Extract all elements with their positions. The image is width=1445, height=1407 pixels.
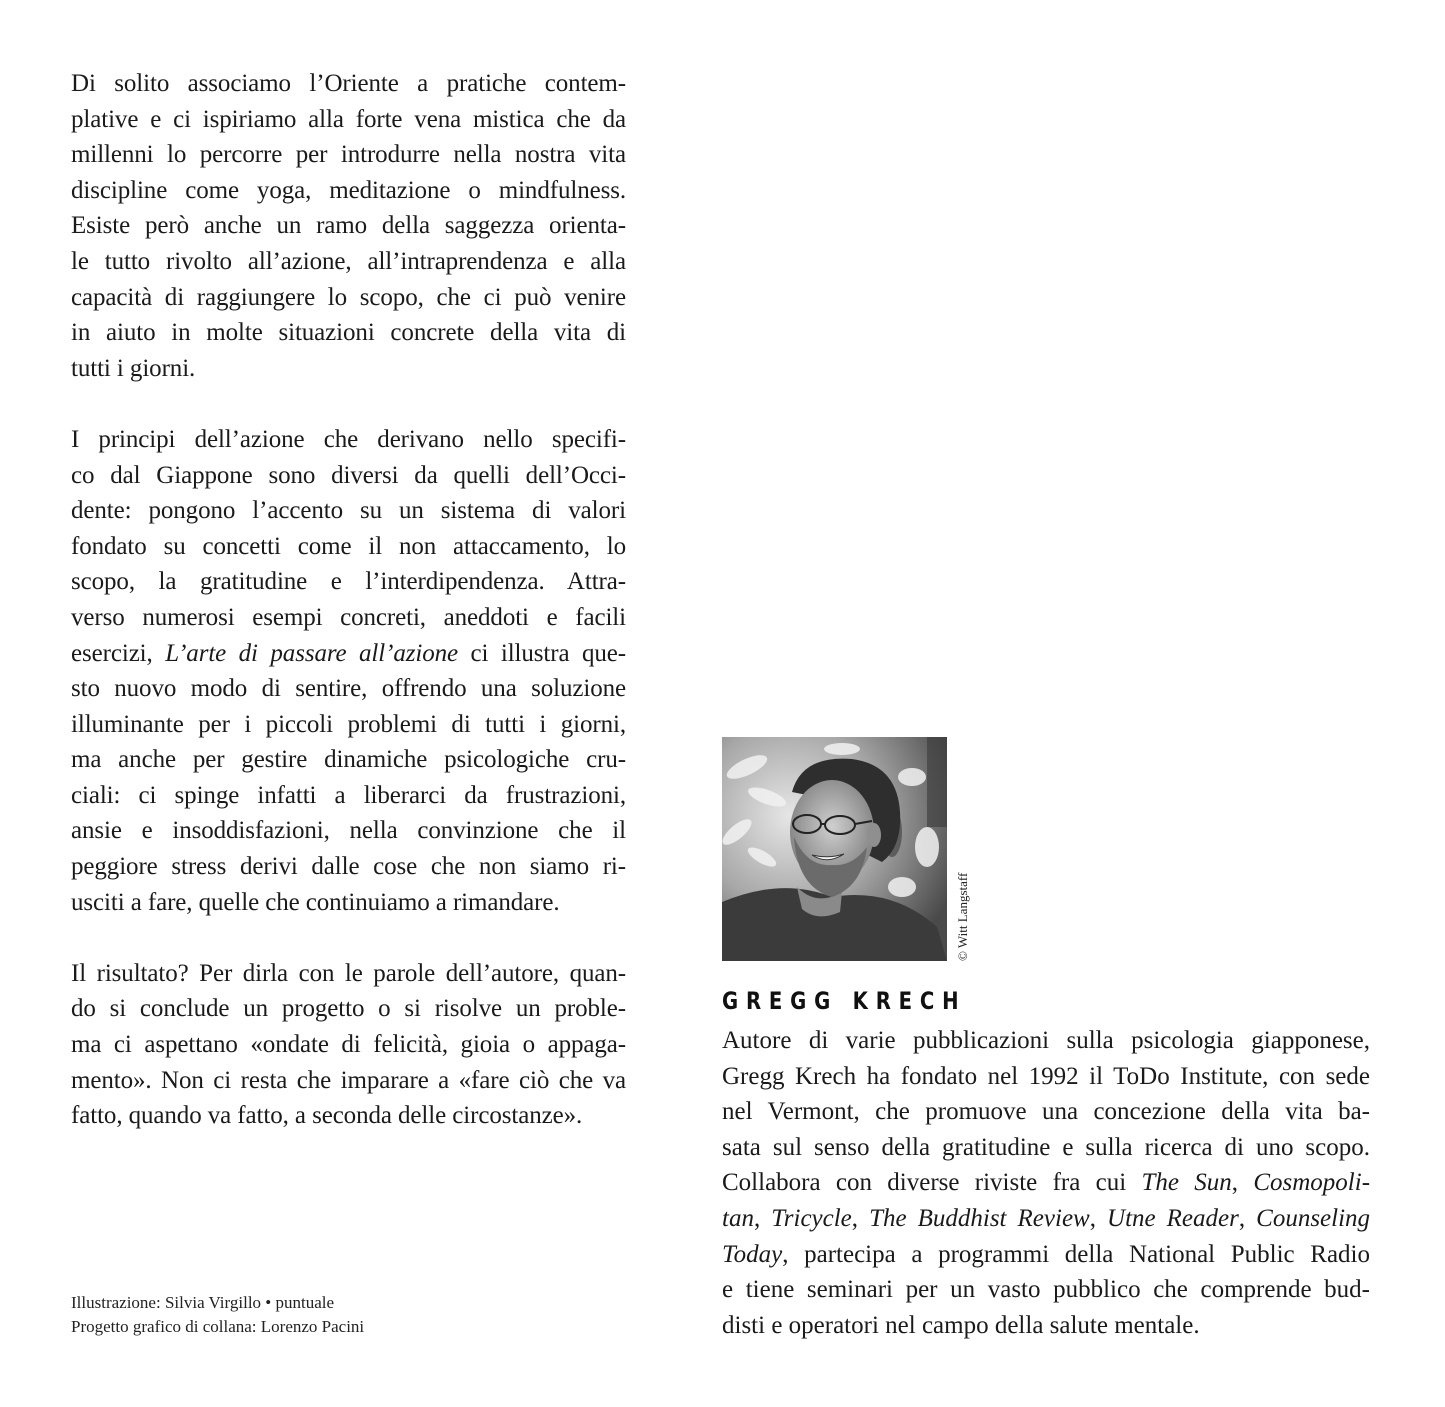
magazine-title: The Buddhist Review xyxy=(869,1204,1090,1232)
text-line: disti e operatori nel campo della salute mentale. xyxy=(722,1311,1200,1339)
text-line: Gregg Krech ha fondato nel 1992 il ToDo Institute, con sede xyxy=(722,1062,1370,1090)
text-fragment: , xyxy=(1231,1169,1254,1197)
photo-credit: © Witt Langstaff xyxy=(955,872,970,961)
text-line: dente: pongono l’accento su un sistema di valori xyxy=(71,497,626,525)
magazine-title: Today xyxy=(722,1240,783,1268)
magazine-title: Cosmopoli- xyxy=(1253,1169,1371,1197)
back-cover-description xyxy=(71,66,626,1169)
text-line: fatto, quando va fatto, a seconda delle circostanze». xyxy=(71,1102,583,1130)
text-line: ciali: ci spinge infatti a liberarci da frustrazioni, xyxy=(71,781,626,809)
text-line: Autore di varie pubblicazioni sulla psicologia giapponese, xyxy=(722,1027,1370,1054)
cover-credits xyxy=(71,1291,364,1339)
illustration-credit: Illustrazione: Silvia Virgillo • puntuale xyxy=(71,1293,335,1312)
text-fragment: , xyxy=(851,1204,870,1232)
text-line: ma ci aspettano «ondate di felicità, gioia o appaga- xyxy=(71,1031,626,1059)
text-line: Il risultato? Per dirla con le parole dell’autore, quan- xyxy=(71,959,626,987)
author-bio xyxy=(722,1023,1370,1343)
text-line: ma anche per gestire dinamiche psicologiche cru- xyxy=(71,746,626,774)
text-line: I principi dell’azione che derivano nello specifi- xyxy=(71,425,626,453)
text-line: peggiore stress derivi dalle cose che non siamo ri- xyxy=(71,853,626,881)
text-line: le tutto rivolto all’azione, all’intraprendenza e alla xyxy=(71,247,626,275)
magazine-title: The Sun xyxy=(1141,1169,1232,1197)
text-line: sata sul senso della gratitudine e sulla ricerca di uno scopo. xyxy=(722,1133,1370,1161)
magazine-title: Utne Reader xyxy=(1107,1204,1239,1232)
text-line: Esiste però anche un ramo della saggezza orienta- xyxy=(71,212,626,240)
author-photo xyxy=(722,737,947,961)
book-title: L’arte di passare all’azione xyxy=(165,639,459,667)
text-fragment: , partecipa a programmi della National Public Radio xyxy=(782,1240,1370,1268)
design-credit: Progetto grafico di collana: Lorenzo Pacini xyxy=(71,1317,365,1336)
paragraph-1 xyxy=(71,66,626,386)
magazine-title: Counseling xyxy=(1256,1204,1371,1232)
text-line: plative e ci ispiriamo alla forte vena mistica che da xyxy=(71,105,626,133)
text-line: Di solito associamo l’Oriente a pratiche contem- xyxy=(71,70,626,97)
portrait-image xyxy=(722,737,947,961)
text-fragment: esercizi, xyxy=(71,639,166,667)
text-line: do si conclude un progetto o si risolve un proble- xyxy=(71,995,626,1023)
text-line: nel Vermont, che promuove una concezione della vita ba- xyxy=(722,1098,1370,1126)
text-line xyxy=(722,1237,1370,1273)
text-line: capacità di raggiungere lo scopo, che ci può venire xyxy=(71,283,626,311)
text-fragment: , xyxy=(1238,1204,1257,1232)
text-line: mento». Non ci resta che imparare a «fare ciò che va xyxy=(71,1066,626,1094)
text-line-magazines xyxy=(722,1165,1370,1201)
text-line: ansie e insoddisfazioni, nella convinzione che il xyxy=(71,817,626,845)
text-line: fondato su concetti come il non attaccamento, lo xyxy=(71,532,626,560)
text-line: scopo, la gratitudine e l’interdipendenza. Attra- xyxy=(71,568,626,596)
text-fragment: , xyxy=(753,1204,772,1232)
magazine-title: Tricycle xyxy=(771,1204,852,1232)
text-line: verso numerosi esempi concreti, aneddoti e facili xyxy=(71,603,626,631)
text-fragment: ci illustra que- xyxy=(458,639,627,667)
text-line-with-book-title xyxy=(71,636,626,672)
magazine-title: tan xyxy=(722,1204,754,1232)
text-line: discipline come yoga, meditazione o mindfulness. xyxy=(71,176,626,204)
text-line: usciti a fare, quelle che continuiamo a rimandare. xyxy=(71,888,560,916)
text-line: in aiuto in molte situazioni concrete della vita di xyxy=(71,319,626,347)
paragraph-2 xyxy=(71,422,626,920)
text-line: co dal Giappone sono diversi da quelli dell’Occi- xyxy=(71,461,626,489)
text-line: illuminante per i piccoli problemi di tutti i giorni, xyxy=(71,710,626,738)
text-fragment: , xyxy=(1089,1204,1108,1232)
text-line-magazines xyxy=(722,1201,1370,1237)
text-line: tutti i giorni. xyxy=(71,354,196,382)
text-line: millenni lo percorre per introdurre nella nostra vita xyxy=(71,141,626,169)
text-line: e tiene seminari per un vasto pubblico che comprende bud- xyxy=(722,1276,1370,1304)
paragraph-3 xyxy=(71,956,626,1134)
text-fragment: Collabora con diverse riviste fra cui xyxy=(722,1169,1142,1197)
text-line: sto nuovo modo di sentire, offrendo una soluzione xyxy=(71,675,626,703)
author-name: GREGG KRECH xyxy=(722,987,967,1015)
